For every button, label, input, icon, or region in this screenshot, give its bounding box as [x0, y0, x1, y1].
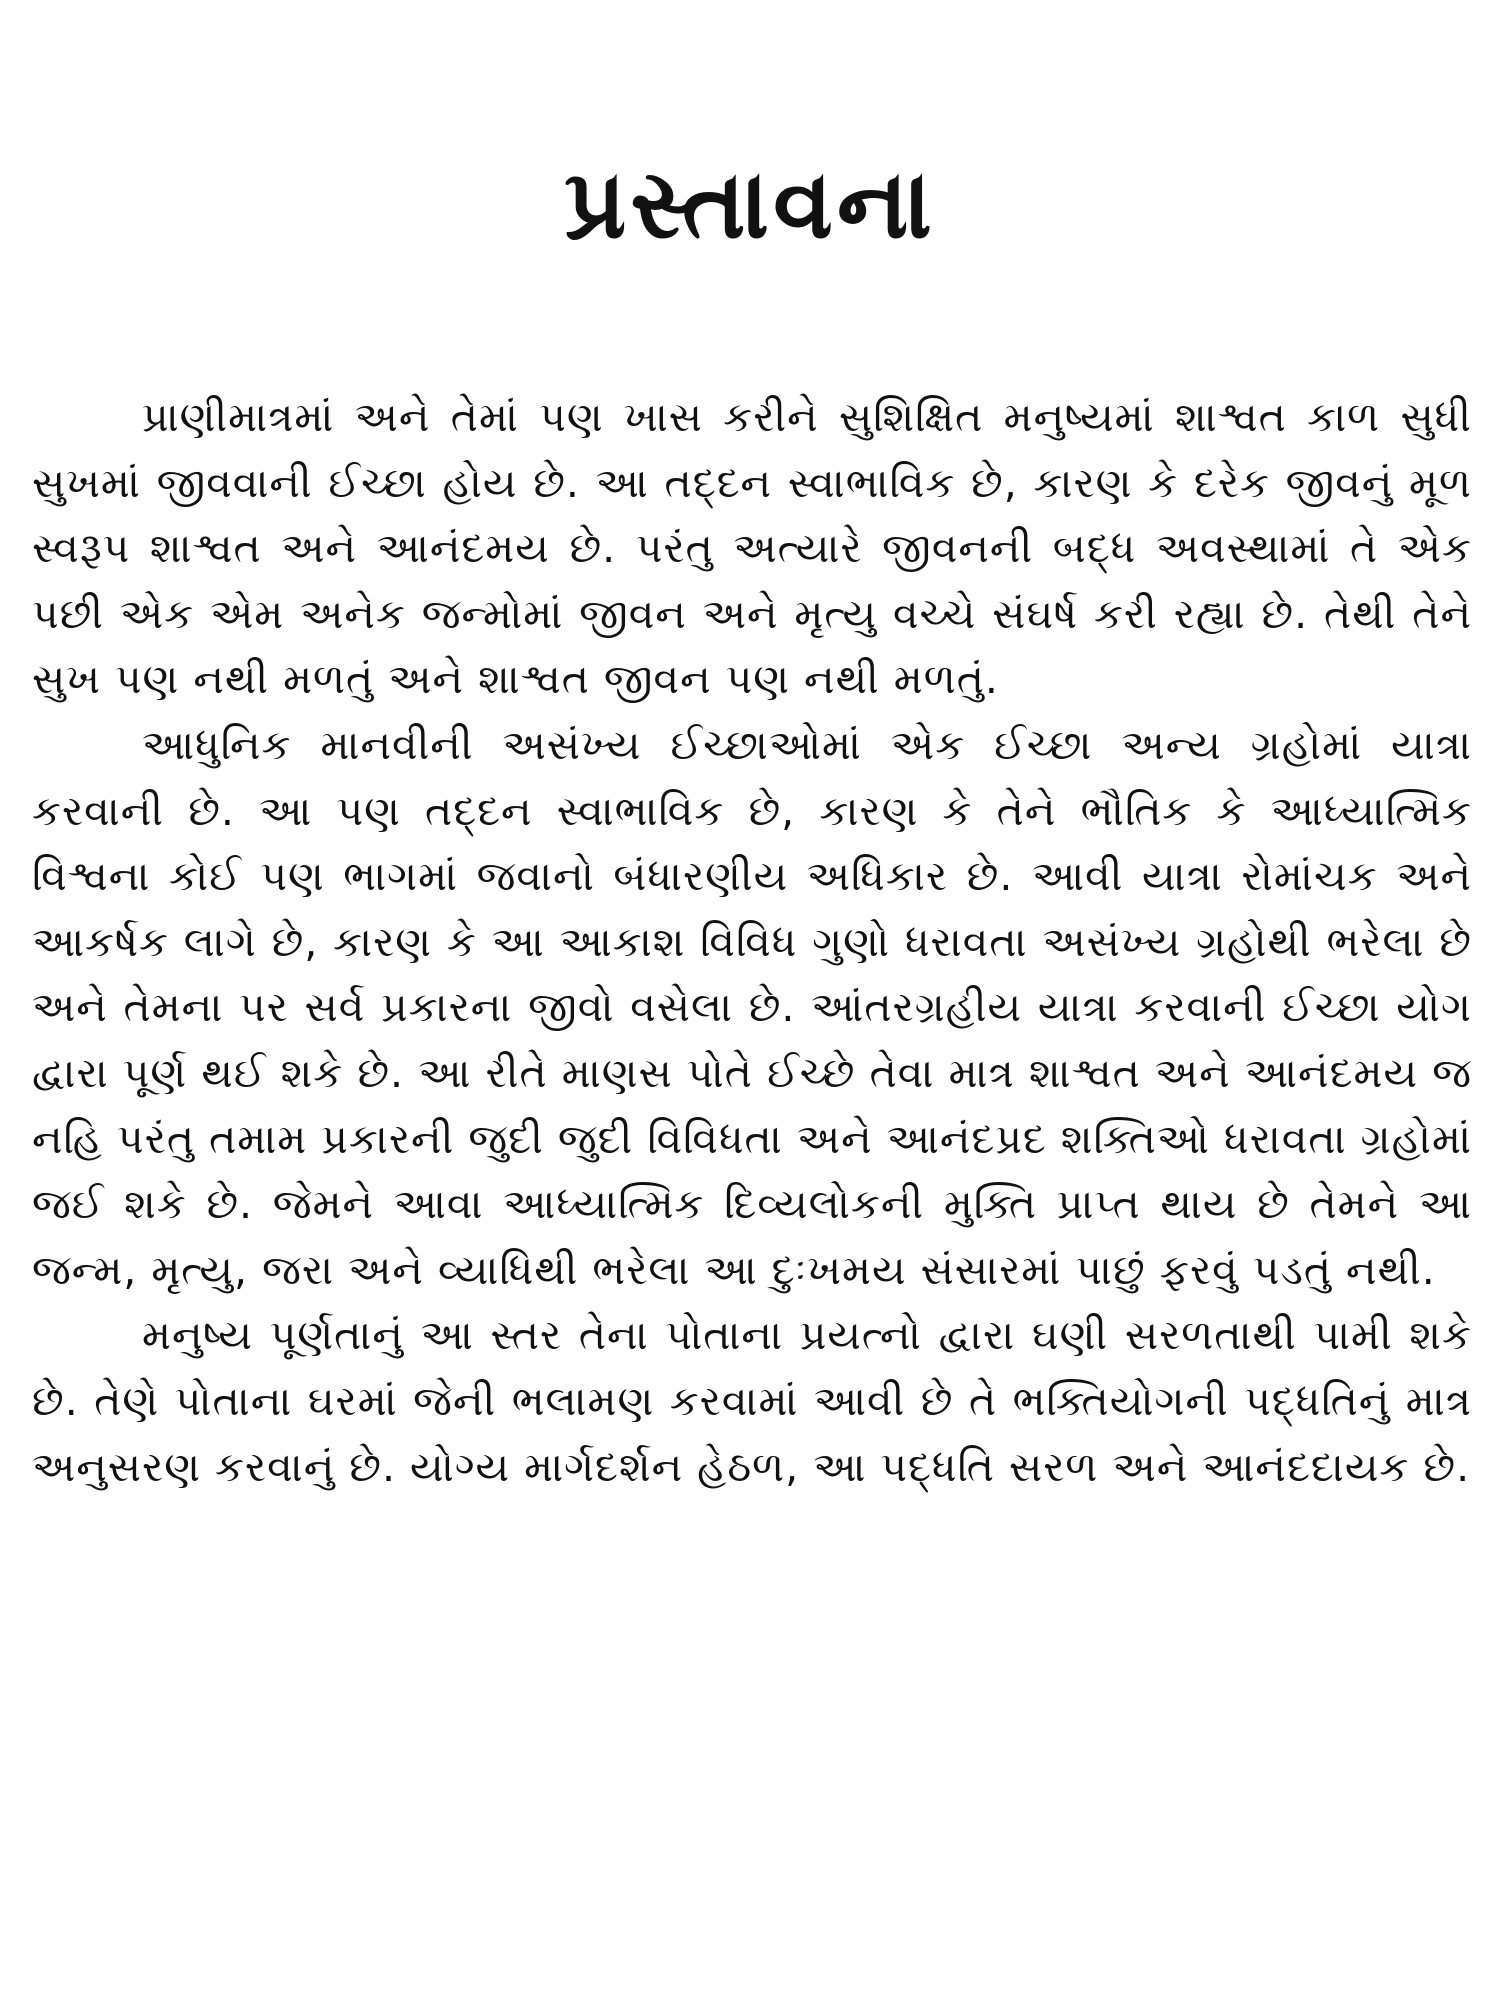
- page-title: પ્રસ્તાવના: [564, 148, 936, 261]
- paragraph-3: મનુષ્ય પૂર્ણતાનું આ સ્તર તેના પોતાના પ્રયત્નો દ્વારા ઘણી સરળતાથી પામી શકે છે. તેણે પોતાના ઘરમાં જેની ભલામણ કરવામાં આવી છે તે ભક્તિયોગની પદ્ધતિનું માત્ર અનુસરણ કરવાનું છે. યોગ્ય માર્ગદર્શન હેઠળ, આ પદ્ધતિ સરળ અને આનંદદાયક છે.: [32, 1311, 1472, 1491]
- paragraph-1: પ્રાણીમાત્રમાં અને તેમાં પણ ખાસ કરીને સુશિક્ષિત મનુષ્યમાં શાશ્વત કાળ સુધી સુખમાં જીવવાની ઈચ્છા હોય છે. આ તદ્દન સ્વાભાવિક છે, કારણ કે દરેક જીવનું મૂળ સ્વરૂપ શાશ્વત અને આનંદમય છે. પરંતુ અત્યારે જીવનની બદ્ધ અવસ્થામાં તે એક પછી એક એમ અનેક જન્મોમાં જીવન અને મૃત્યુ વચ્ચે સંઘર્ષ કરી રહ્યા છે. તેથી તેને સુખ પણ નથી મળતું અને શાશ્વત જીવન પણ નથી મળતું.: [32, 393, 1472, 704]
- paragraph-2: આધુનિક માનવીની અસંખ્ય ઈચ્છાઓમાં એક ઈચ્છા અન્ય ગ્રહોમાં યાત્રા કરવાની છે. આ પણ તદ્દન સ્વાભાવિક છે, કારણ કે તેને ભૌતિક કે આધ્યાત્મિક વિશ્વના કોઈ પણ ભાગમાં જવાનો બંધારણીય અધિકાર છે. આવી યાત્રા રોમાંચક અને આકર્ષક લાગે છે, કારણ કે આ આકાશ વિવિધ ગુણો ધરાવતા અસંખ્ય ગ્રહોથી ભરેલા છે અને તેમના પર સર્વ પ્રકારના જીવો વસેલા છે. આંતરગ્રહીય યાત્રા કરવાની ઈચ્છા યોગ દ્વારા પૂર્ણ થઈ શકે છે. આ રીતે માણસ પોતે ઈચ્છે તેવા માત્ર શાશ્વત અને આનંદમય જ નહિ પરંતુ તમામ પ્રકારની જુદી જુદી વિવિધતા અને આનંદપ્રદ શક્તિઓ ધરાવતા ગ્રહોમાં જઈ શકે છે. જેમને આવા આધ્યાત્મિક દિવ્યલોકની મુક્તિ પ્રાપ્ત થાય છે તેમને આ જન્મ, મૃત્યુ, જરા અને વ્યાધિથી ભરેલા આ દુઃખમય સંસારમાં પાછું ફરવું પડતું નથી.: [32, 720, 1472, 1294]
- body-text: [32, 385, 1472, 1500]
